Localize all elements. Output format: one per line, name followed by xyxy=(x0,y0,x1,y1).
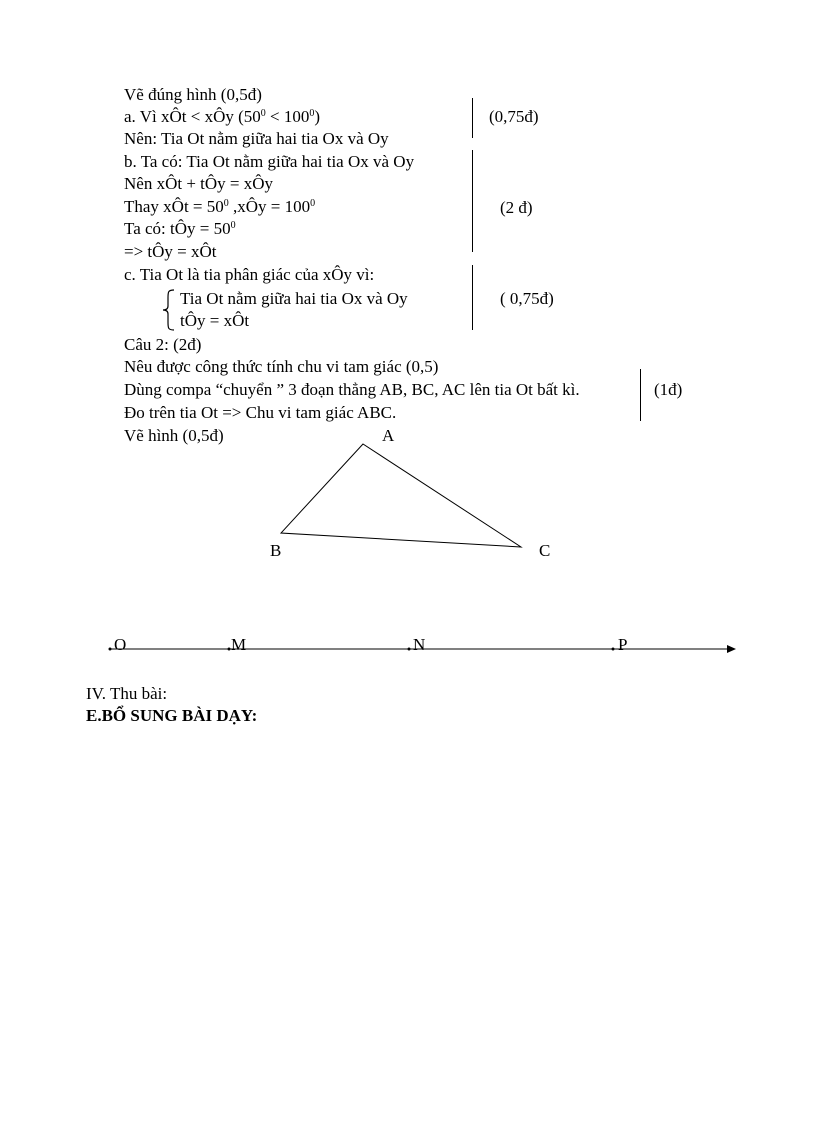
part-b-line3-pre: Thay xÔt = 50 xyxy=(124,197,224,216)
part-a-pre: a. Vì xÔt < xÔy (50 xyxy=(124,107,261,126)
question2-line1: Nêu được công thức tính chu vi tam giác (0,5) xyxy=(124,357,439,376)
part-a-post: ) xyxy=(314,107,321,126)
question2-line2: Dùng compa “chuyển ” 3 đoạn thẳng AB, BC, AC lên tia Ot bất kì. xyxy=(124,380,580,399)
part-c-score: ( 0,75đ) xyxy=(500,289,554,308)
part-a-sup2: 0 xyxy=(309,108,315,119)
vertex-c-label: C xyxy=(539,541,551,560)
collect-heading: IV. Thu bài: xyxy=(86,684,168,703)
point-n-label: N xyxy=(413,635,426,654)
part-c-condition1: Tia Ot nằm giữa hai tia Ox và Oy xyxy=(180,289,408,308)
ray-arrow-icon xyxy=(727,645,736,653)
part-b-line4-pre: Ta có: tÔy = 50 xyxy=(124,219,231,238)
draw-figure-line: Vẽ đúng hình (0,5đ) xyxy=(124,85,262,104)
question2-draw-figure: Vẽ hình (0,5đ) xyxy=(124,426,224,445)
part-b-line4-sup: 0 xyxy=(230,220,236,231)
question2-title: Câu 2: (2đ) xyxy=(124,335,202,354)
part-b-score: (2 đ) xyxy=(500,198,533,217)
part-b-line3-mid: ,xÔy = 100 xyxy=(228,197,311,216)
question2-score: (1đ) xyxy=(654,380,683,399)
part-b-line5: => tÔy = xÔt xyxy=(124,242,217,261)
point-o-label: O xyxy=(114,635,127,654)
part-b-line2: Nên xÔt + tÔy = xÔy xyxy=(124,174,274,193)
part-a-score: (0,75đ) xyxy=(489,107,539,126)
point-n-dot xyxy=(408,648,411,651)
part-a-sup1: 0 xyxy=(260,108,266,119)
part-b-line3-sup2: 0 xyxy=(310,198,316,209)
part-b-line1: b. Ta có: Tia Ot nằm giữa hai tia Ox và Oy xyxy=(124,152,415,171)
part-a-mid: < 100 xyxy=(265,107,310,126)
vertex-b-label: B xyxy=(270,541,282,560)
part-c-condition2: tÔy = xÔt xyxy=(180,311,250,330)
part-a-conclusion: Nên: Tia Ot nằm giữa hai tia Ox và Oy xyxy=(124,129,389,148)
part-b-line3-sup1: 0 xyxy=(223,198,229,209)
point-p-label: P xyxy=(618,635,628,654)
question2-line3: Đo trên tia Ot => Chu vi tam giác ABC. xyxy=(124,403,397,422)
part-c-line1: c. Tia Ot là tia phân giác của xÔy vì: xyxy=(124,265,375,284)
point-p-dot xyxy=(612,648,615,651)
vertex-a-label: A xyxy=(382,426,395,445)
point-m-label: M xyxy=(231,635,247,654)
supplement-heading: E.BỔ SUNG BÀI DẠY: xyxy=(86,706,258,725)
point-o-dot xyxy=(109,648,112,651)
